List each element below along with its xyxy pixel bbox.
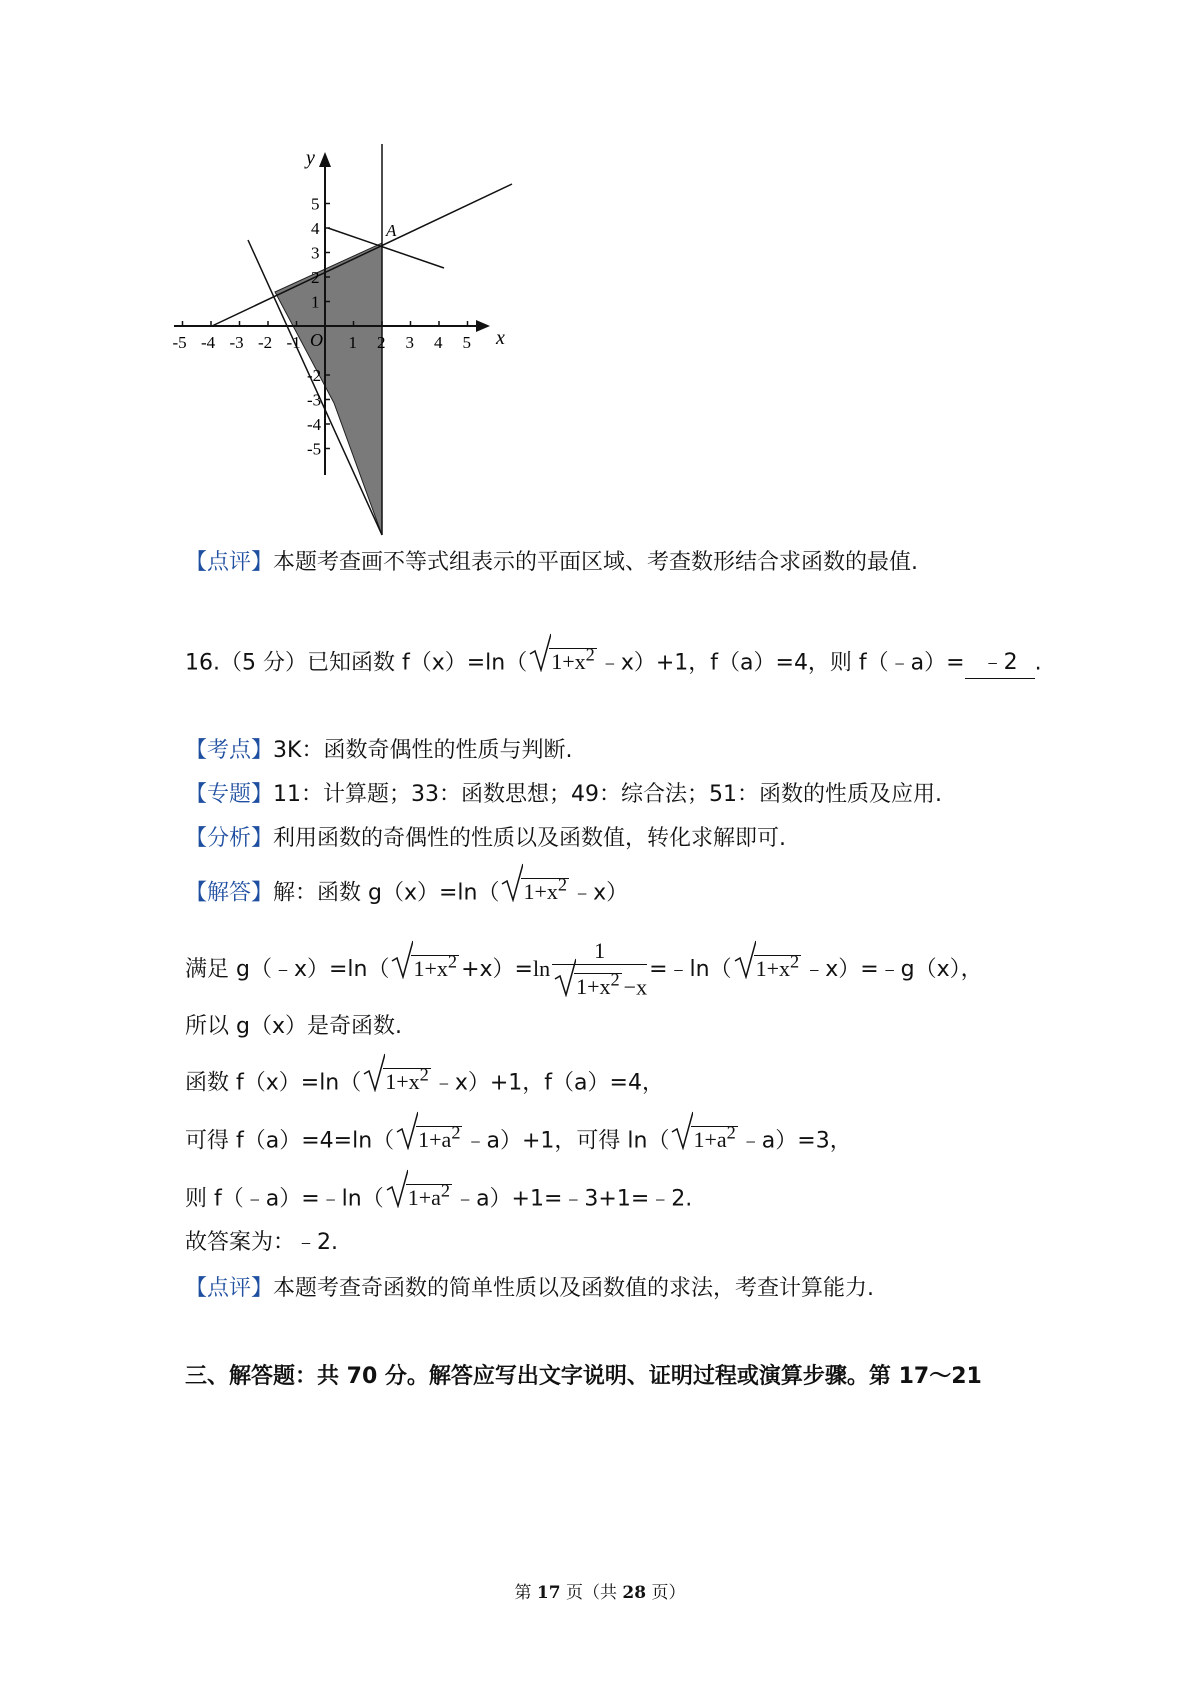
page-footer: 第 17 页（共 28 页） xyxy=(514,1583,686,1603)
x-tick-label: -1 xyxy=(286,333,301,352)
q16-sqrt: $1+x^2$ xyxy=(529,640,597,677)
section-3-heading: 三、解答题：共 70 分。解答应写出文字说明、证明过程或演算步骤。第 17～21 xyxy=(185,1364,982,1389)
x-axis-label: x xyxy=(496,327,505,349)
fenxi-text: 利用函数的奇偶性的性质以及函数值，转化求解即可. xyxy=(273,826,787,851)
x-tick-label: 4 xyxy=(434,333,443,352)
y-axis-arrow xyxy=(319,152,331,167)
review-1-text: 本题考查画不等式组表示的平面区域、考查数形结合求函数的最值. xyxy=(273,550,919,575)
zhuanti xyxy=(185,780,942,810)
zhuanti-text: 11：计算题；33：函数思想；49：综合法；51：函数的性质及应用. xyxy=(273,782,942,807)
shaded-region xyxy=(275,243,382,535)
review-2-text: 本题考查奇函数的简单性质以及函数值的求法，考查计算能力. xyxy=(273,1276,875,1301)
kaodian-tag: 【考点】 xyxy=(185,738,274,763)
x-tick-label: 1 xyxy=(348,333,357,352)
region-graph xyxy=(160,140,720,560)
q16-end: . xyxy=(1034,650,1042,676)
y-tick-label: 5 xyxy=(311,194,320,214)
kaodian xyxy=(185,736,572,766)
x-tick-label: 5 xyxy=(462,333,471,352)
review-1-tag: 【点评】 xyxy=(185,550,274,575)
x-tick-label: 2 xyxy=(377,333,386,352)
fenxi-tag: 【分析】 xyxy=(185,826,274,851)
y-tick-label: -3 xyxy=(307,390,322,410)
jieda-sqrt: $1+x^2$ xyxy=(501,870,569,907)
y-tick-label: 2 xyxy=(311,268,320,287)
review-2-tag: 【点评】 xyxy=(185,1276,274,1301)
y-tick-label: -2 xyxy=(307,366,322,385)
question-16 xyxy=(185,640,1042,679)
origin-label: O xyxy=(310,330,323,350)
review-1 xyxy=(185,548,918,578)
q16-middle: ﹣x）+1，f（a）=4，则 f（﹣a）= xyxy=(598,650,965,676)
y-tick-label: 3 xyxy=(311,243,320,263)
y-tick-label: 1 xyxy=(311,292,320,312)
kaodian-text: 3K：函数奇偶性的性质与判断. xyxy=(273,738,573,763)
q16-prefix: 16.（5 分）已知函数 f（x）=ln（ xyxy=(185,650,528,676)
jieda-tag: 【解答】 xyxy=(185,880,274,906)
step1-sqrt: $1+x^2$ xyxy=(391,947,459,984)
x-tick-label: -2 xyxy=(258,333,273,352)
jieda: 【解答】解：函数 g（x）=ln（ $1+x^2$ ﹣x） xyxy=(185,870,628,908)
step-3: 函数 f（x）=ln（ $1+x^2$ ﹣x）+1，f（a）=4， xyxy=(185,1060,664,1098)
y-tick-label: -4 xyxy=(307,415,322,434)
step1-sqrt-2: $1+x^2$ xyxy=(734,947,802,984)
y-axis-label: y xyxy=(306,147,315,169)
x-tick-label: -5 xyxy=(172,333,187,352)
y-tick-label: -5 xyxy=(307,439,322,459)
x-tick-label: -3 xyxy=(229,333,244,352)
y-tick-label: 4 xyxy=(311,219,320,238)
step-1: 满足 g（﹣x）=ln（ $1+x^2 +x)=\ln$ $\frac{1}{1+x^2 -x}$ =﹣ln（ $1+x^2$ ﹣x）=﹣g（x）， xyxy=(185,938,983,1002)
x-axis-arrow xyxy=(476,320,490,332)
fenxi xyxy=(185,824,786,854)
review-2 xyxy=(185,1274,874,1304)
x-tick-label: 3 xyxy=(405,333,414,352)
step1-fraction: $\frac{1}{1+x^2 -x}$ xyxy=(552,938,647,1002)
step-6: 故答案为：﹣2. xyxy=(185,1230,338,1255)
x-tick-label: -4 xyxy=(201,333,216,352)
step-5: 则 f（﹣a）=﹣ln（ $1+a^2$ ﹣a）+1=﹣3+1=﹣2. xyxy=(185,1176,692,1214)
point-a-label: A xyxy=(386,221,397,240)
step-2: 所以 g（x）是奇函数. xyxy=(185,1014,402,1039)
zhuanti-tag: 【专题】 xyxy=(185,782,274,807)
q16-answer-blank: ﹣2 xyxy=(965,648,1035,679)
step-4: 可得 f（a）=4=ln（ $1+a^2$ ﹣a）+1，可得 ln（ $1+a^2$ ﹣a）=3， xyxy=(185,1118,852,1156)
